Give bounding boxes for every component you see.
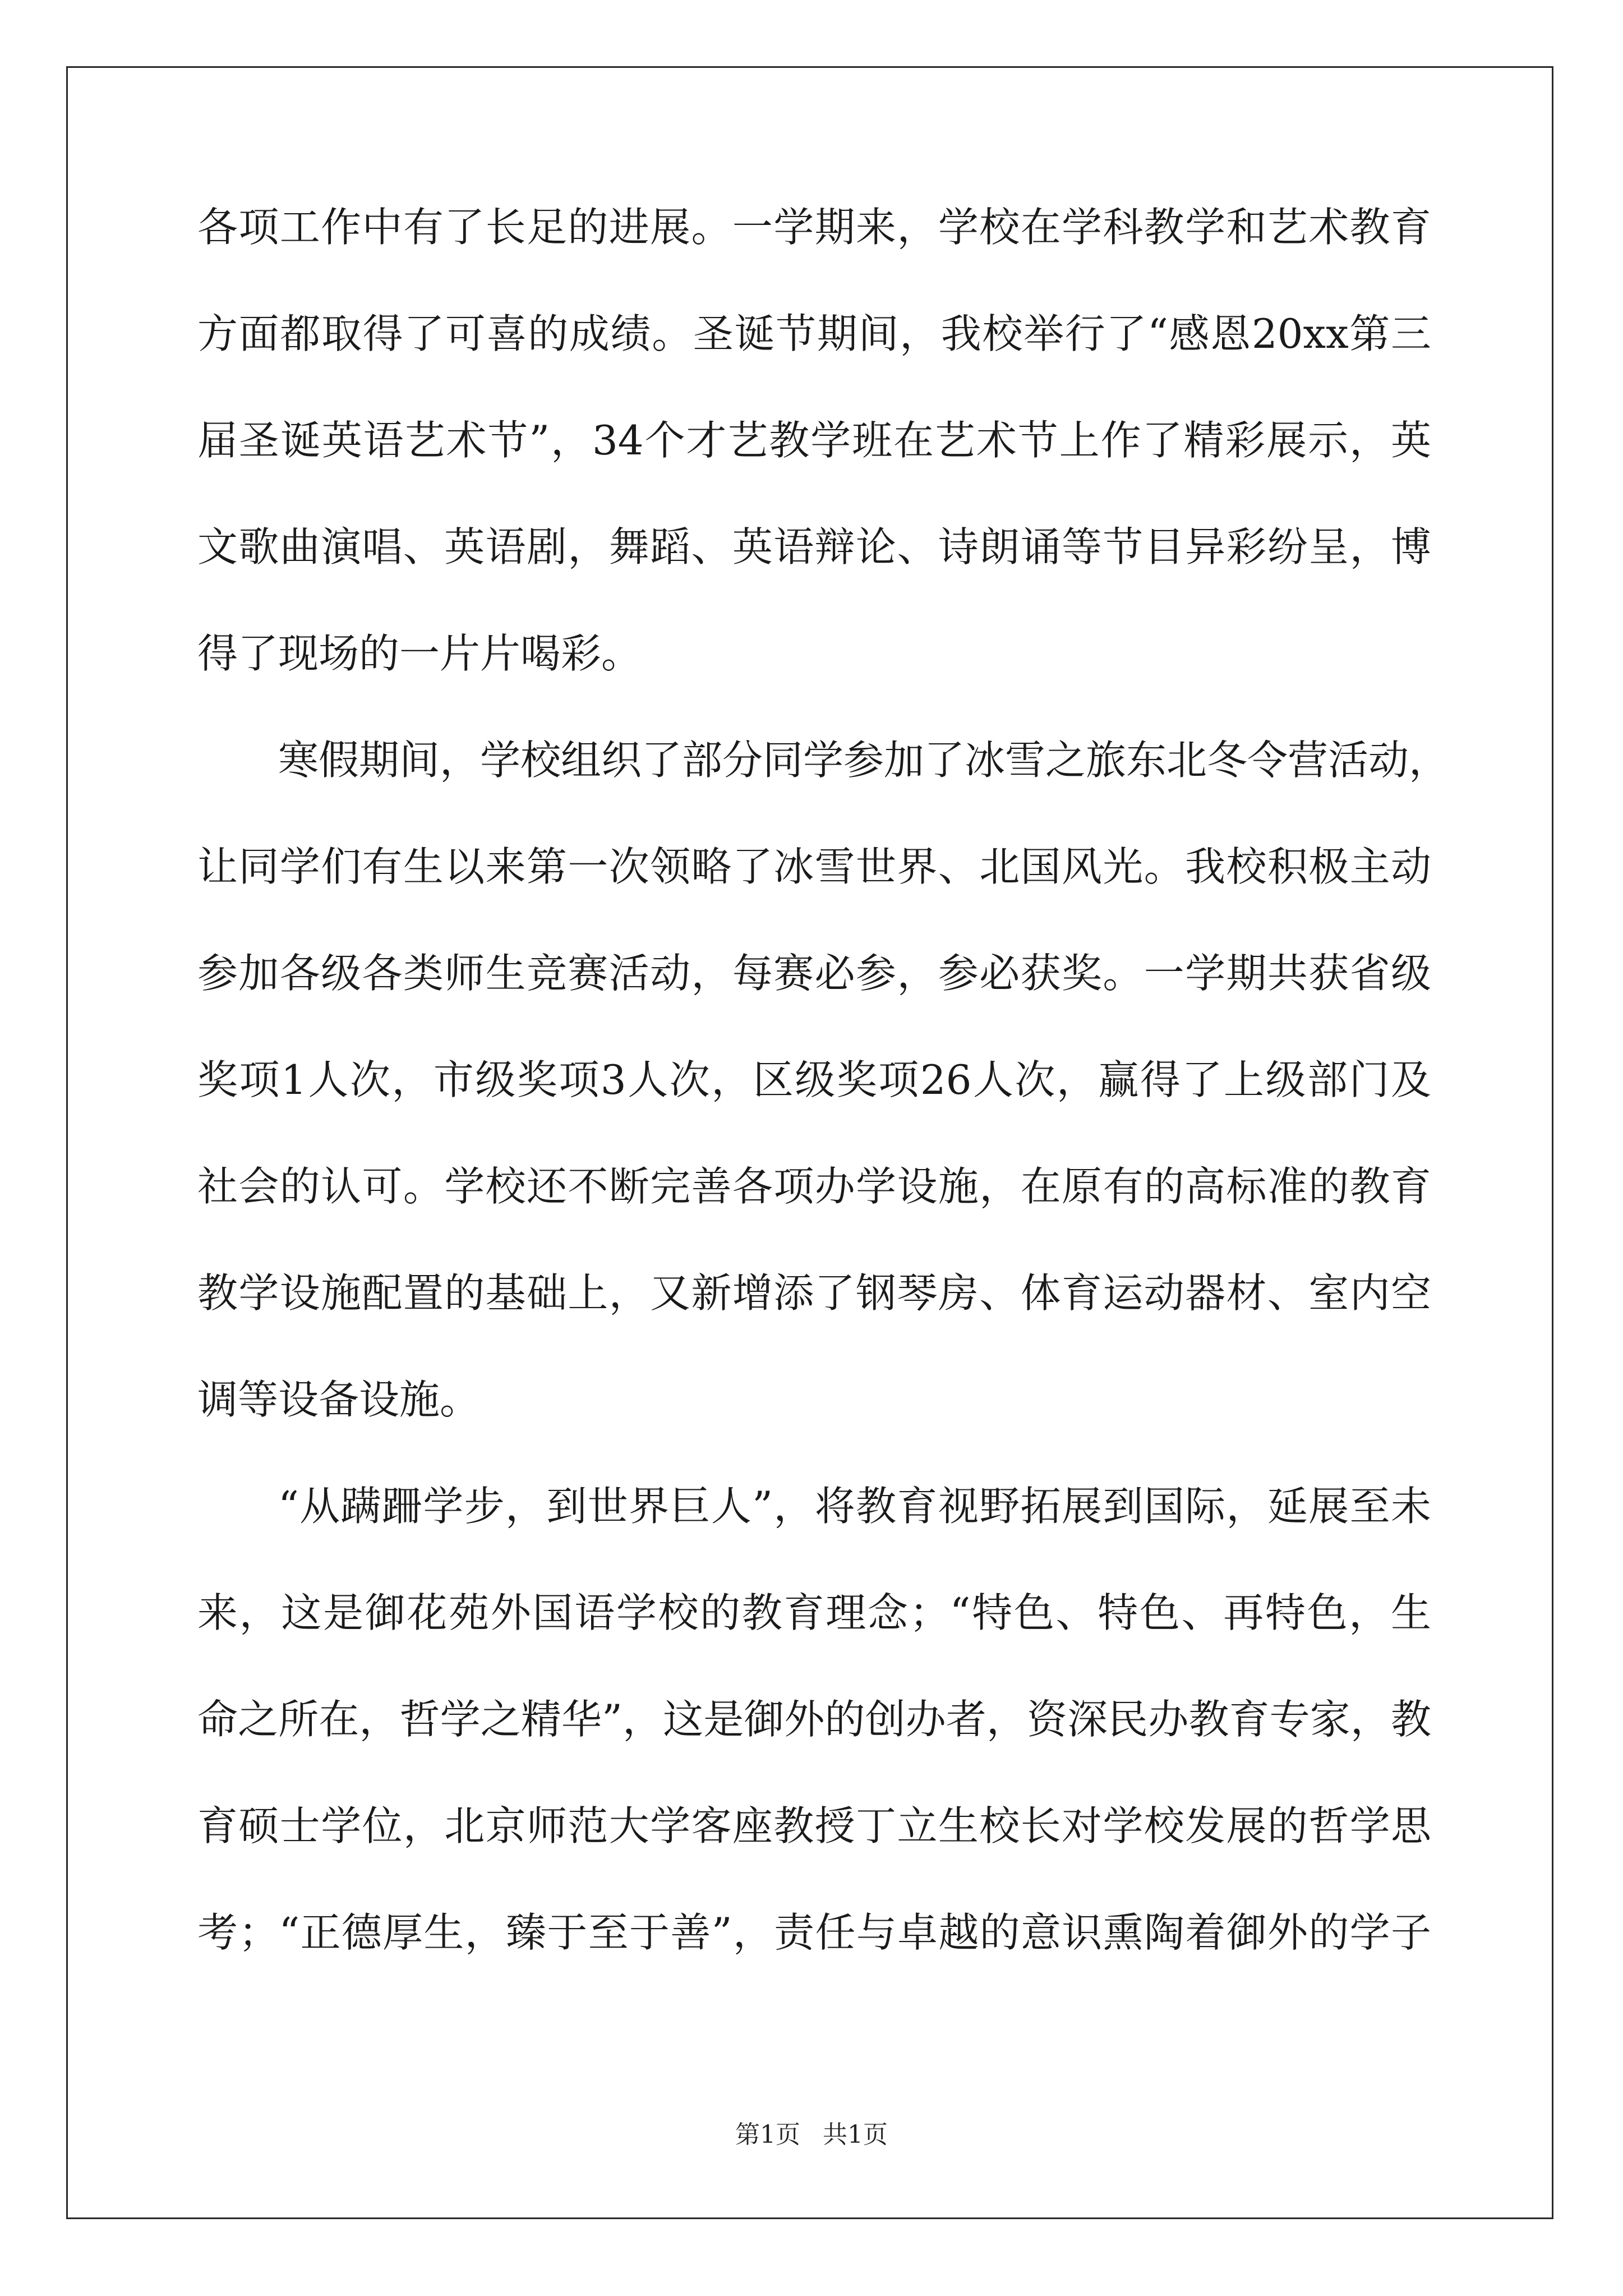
text-line: 让同学们有生以来第一次领略了冰雪世界、北国风光。我校积极主动 — [197, 843, 1431, 890]
page-number: 第1页 — [735, 2120, 800, 2149]
text-line: 考；“正德厚生，臻于至于善”，责任与卓越的意识熏陶着御外的学子 — [197, 1909, 1431, 1956]
text-line: 命之所在，哲学之精华”，这是御外的创办者，资深民办教育专家，教 — [197, 1696, 1431, 1743]
text-line: 育硕士学位，北京师范大学客座教授丁立生校长对学校发展的哲学思 — [197, 1802, 1431, 1849]
text-line: 届圣诞英语艺术节”，34个才艺教学班在艺术节上作了精彩展示，英 — [197, 417, 1431, 464]
page-footer — [0, 2120, 1623, 2150]
text-line: 寒假期间，学校组织了部分同学参加了冰雪之旅东北冬令营活动， — [278, 737, 1450, 784]
text-line: 调等设备设施。 — [197, 1376, 481, 1423]
text-line: 教学设施配置的基础上，又新增添了钢琴房、体育运动器材、室内空 — [197, 1269, 1431, 1317]
text-line: 文歌曲演唱、英语剧，舞蹈、英语辩论、诗朗诵等节目异彩纷呈，博 — [197, 523, 1431, 570]
text-line: 奖项1人次，市级奖项3人次，区级奖项26人次，赢得了上级部门及 — [197, 1056, 1431, 1103]
text-line: “从蹒跚学步，到世界巨人”，将教育视野拓展到国际，延展至未 — [278, 1483, 1431, 1530]
text-line: 参加各级各类师生竞赛活动，每赛必参，参必获奖。一学期共获省级 — [197, 950, 1431, 997]
page-total: 共1页 — [823, 2120, 888, 2149]
text-line: 方面都取得了可喜的成绩。圣诞节期间，我校举行了“感恩20xx第三 — [197, 310, 1431, 357]
document-body — [197, 204, 1450, 2017]
text-line: 得了现场的一片片喝彩。 — [197, 630, 642, 677]
text-line: 来，这是御花苑外国语学校的教育理念；“特色、特色、再特色，生 — [197, 1589, 1431, 1636]
text-line: 社会的认可。学校还不断完善各项办学设施，在原有的高标准的教育 — [197, 1163, 1431, 1210]
text-line: 各项工作中有了长足的进展。一学期来，学校在学科教学和艺术教育 — [197, 204, 1431, 251]
